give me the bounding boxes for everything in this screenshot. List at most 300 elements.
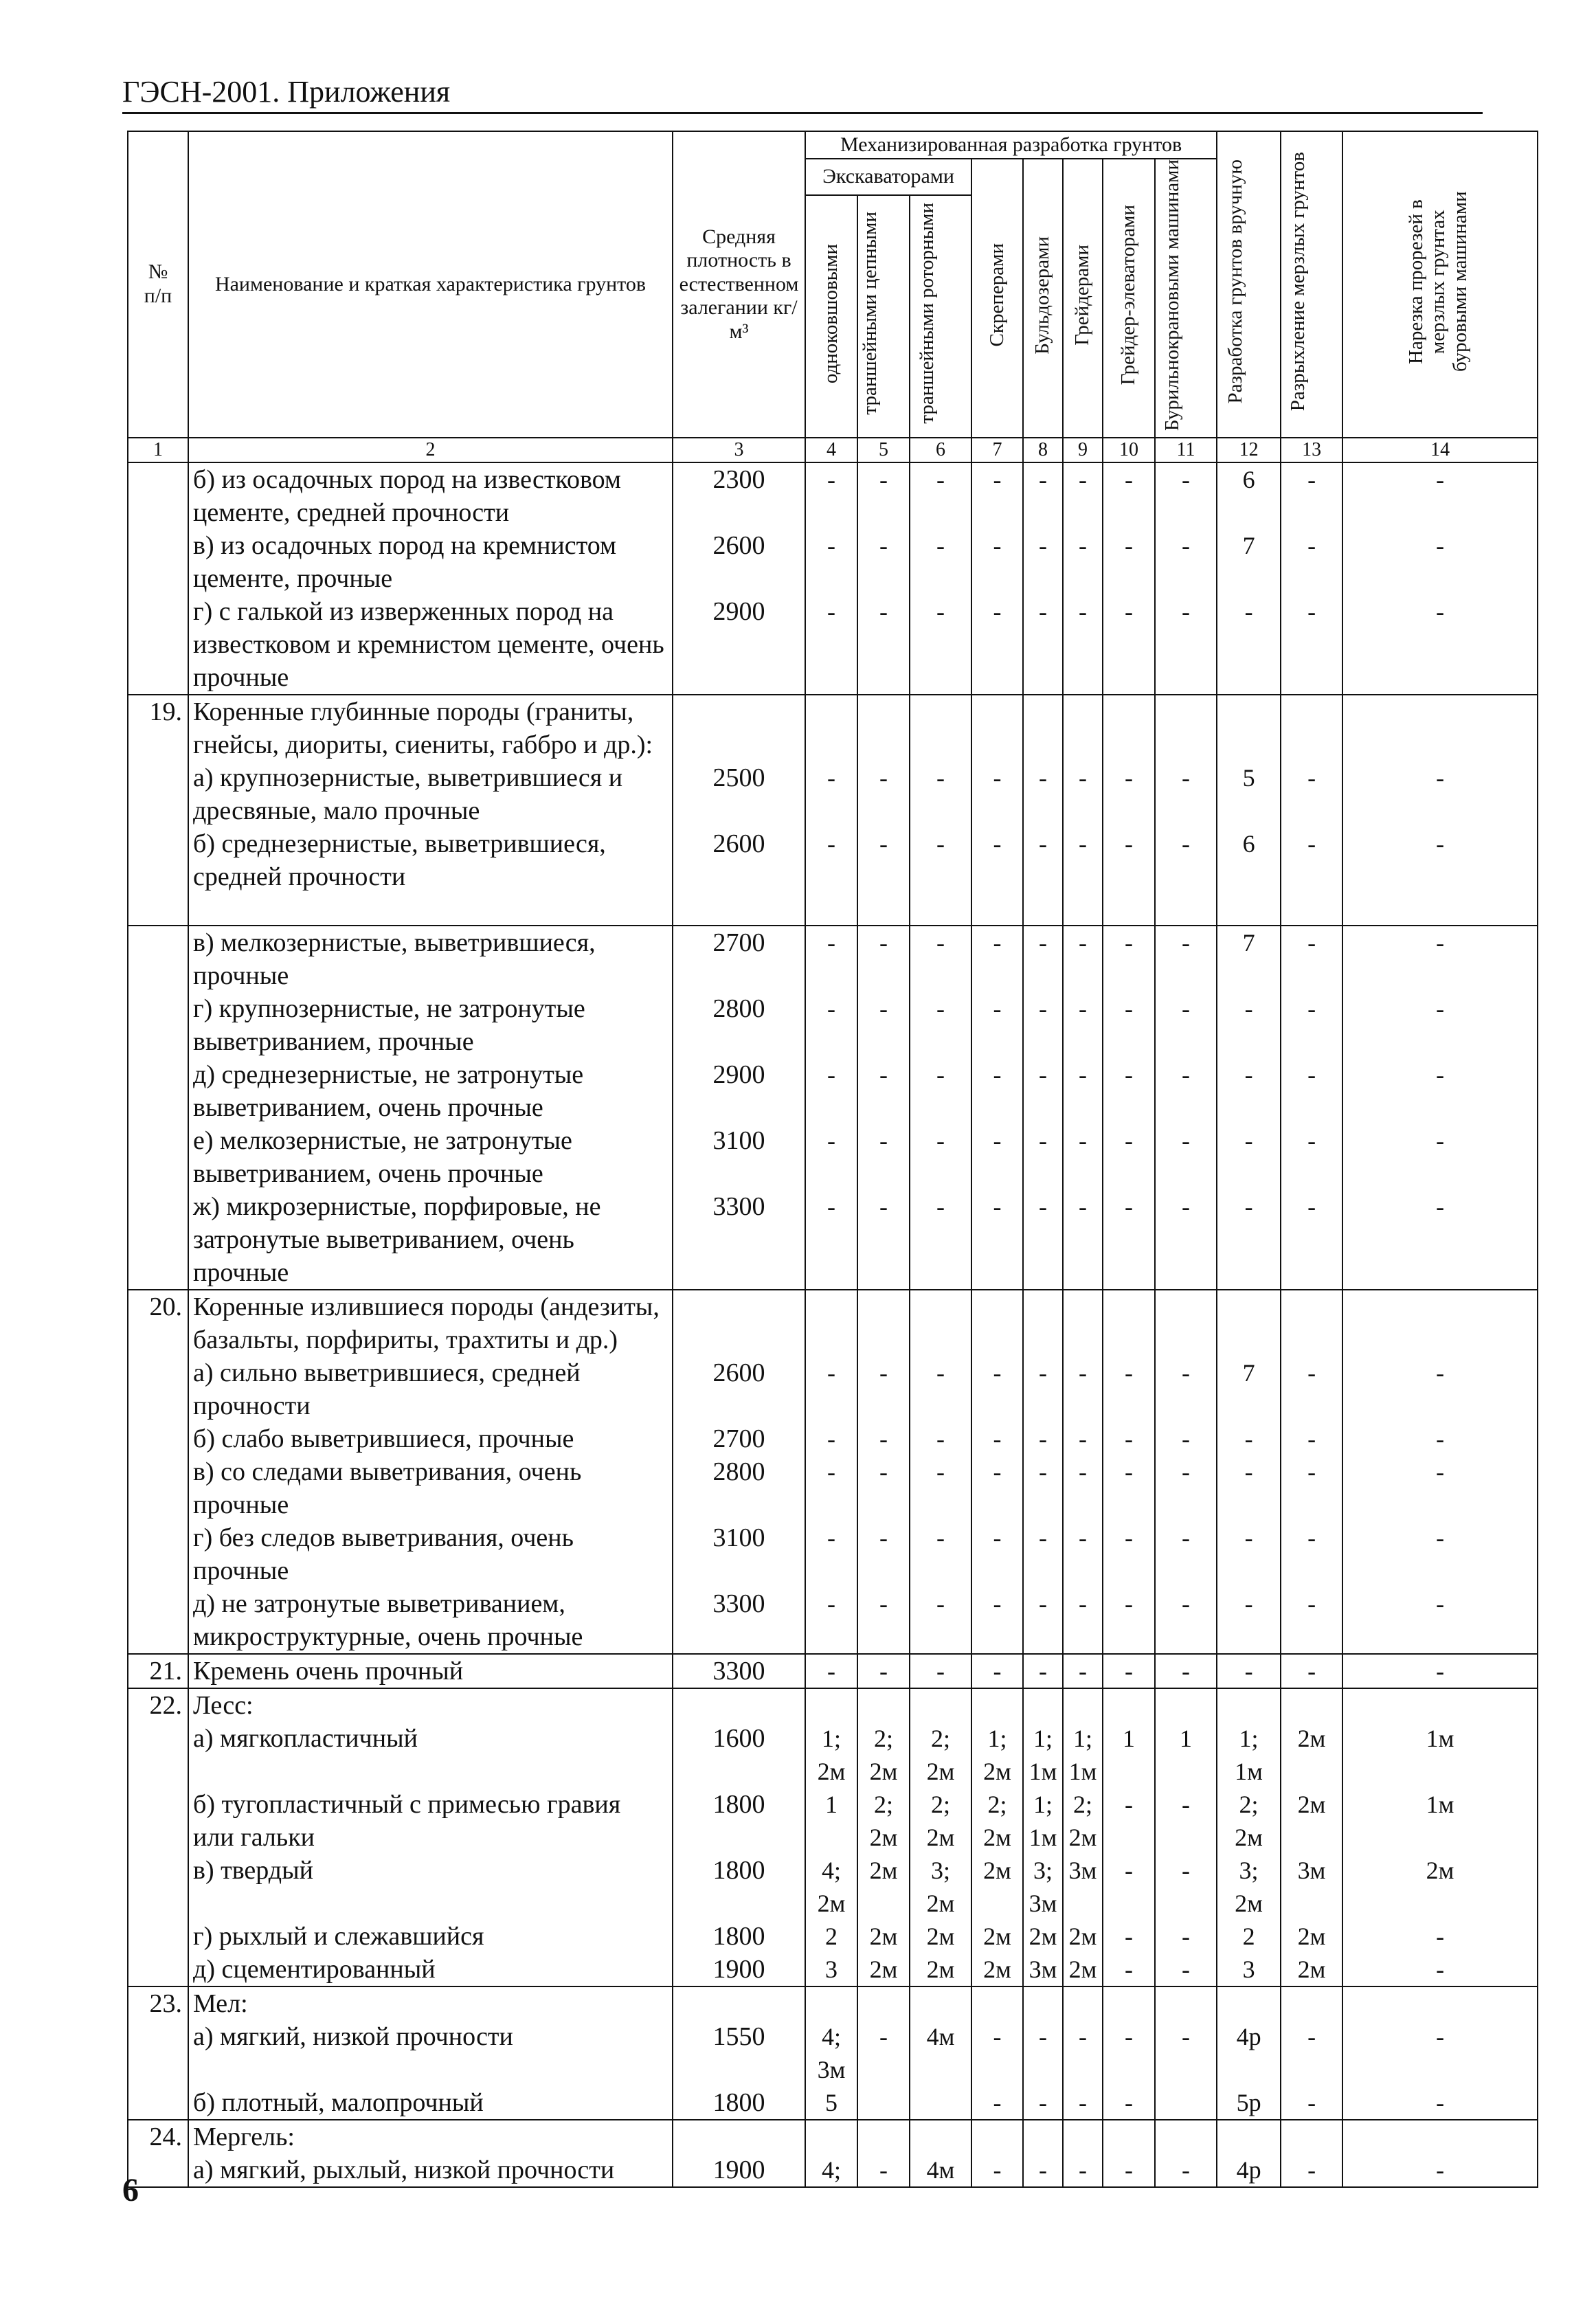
value-cell: - [1063,992,1103,1058]
header-c13-text: Разрыхление мерзлых грунтов [1287,151,1310,412]
soil-density: 1600 [673,1722,805,1788]
value-cell: - [857,2020,910,2086]
value-cell: - [910,462,971,529]
value-cell: - [1063,2153,1103,2187]
value-cell: - [1103,2086,1155,2120]
value-cell: - [1103,1953,1155,1986]
value-cell: 3 [1217,1953,1281,1986]
value-cell: - [1342,1953,1538,1986]
table-row [128,761,1538,827]
value-cell [805,2120,857,2153]
value-cell: - [1217,992,1281,1058]
value-cell [805,893,857,926]
row-number [128,2086,188,2120]
value-cell [805,1290,857,1356]
value-cell: - [1063,761,1103,827]
value-cell [1281,1688,1342,1722]
value-cell: - [805,761,857,827]
value-cell [910,695,971,761]
value-cell: - [971,595,1023,695]
table-row [128,926,1538,992]
value-cell: 1; 2м [971,1722,1023,1788]
table-row [128,695,1538,761]
value-cell [1217,695,1281,761]
value-cell [1103,695,1155,761]
value-cell: - [1155,1058,1217,1124]
value-cell: - [910,1422,971,1455]
value-cell: - [1342,926,1538,992]
column-number: 9 [1063,438,1103,462]
value-cell: - [1023,2086,1063,2120]
row-number [128,1058,188,1124]
value-cell: - [1155,1587,1217,1654]
soil-density: 3300 [673,1654,805,1688]
table-row [128,893,1538,926]
value-cell: - [971,1356,1023,1422]
soil-name [188,893,673,926]
value-cell: - [805,1124,857,1190]
value-cell [971,1688,1023,1722]
value-cell: - [1063,529,1103,595]
value-cell: 2 [1217,1920,1281,1953]
table-row [128,1654,1538,1688]
value-cell: 4м [910,2153,971,2187]
soil-name: д) сцементированный [188,1953,673,1986]
value-cell: - [1023,1124,1063,1190]
soil-density [673,893,805,926]
value-cell [857,1290,910,1356]
value-cell: - [1103,1124,1155,1190]
header-c7 [971,159,1023,438]
value-cell: - [1103,827,1155,893]
value-cell [857,2086,910,2120]
value-cell: - [971,1422,1023,1455]
value-cell: 2м [910,1920,971,1953]
table-row [128,1190,1538,1290]
value-cell: - [910,1521,971,1587]
soil-density: 2500 [673,761,805,827]
soil-density: 2900 [673,1058,805,1124]
value-cell: - [1103,1654,1155,1688]
row-number [128,595,188,695]
value-cell: - [1281,926,1342,992]
header-c8 [1023,159,1063,438]
soil-density: 1550 [673,2020,805,2086]
value-cell: - [971,1521,1023,1587]
value-cell [1155,695,1217,761]
value-cell [1023,893,1063,926]
value-cell: - [1342,1455,1538,1521]
value-cell [857,893,910,926]
soil-density: 1800 [673,1854,805,1920]
table-row [128,2153,1538,2187]
column-number: 7 [971,438,1023,462]
value-cell [857,1986,910,2020]
value-cell [910,1290,971,1356]
value-cell: - [1281,2020,1342,2086]
soil-name: Мергель: [188,2120,673,2153]
value-cell [1217,893,1281,926]
table-row [128,1953,1538,1986]
header-c11-text: Бурильнокрановыми машинами [1161,159,1184,432]
value-cell: - [1103,761,1155,827]
value-cell: - [1023,1654,1063,1688]
column-number: 5 [857,438,910,462]
soil-name: г) крупнозернистые, не затронутые выветриванием, прочные [188,992,673,1058]
value-cell: - [1155,1190,1217,1290]
header-c10-text: Грейдер-элеваторами [1117,205,1140,385]
value-cell: - [910,595,971,695]
value-cell [1281,695,1342,761]
value-cell: - [805,462,857,529]
value-cell: - [1063,1587,1103,1654]
value-cell: 2м [1281,1788,1342,1854]
value-cell: - [1342,1124,1538,1190]
value-cell: - [1103,1587,1155,1654]
soil-density: 1900 [673,2153,805,2187]
value-cell: 1 [1103,1722,1155,1788]
value-cell [805,1986,857,2020]
value-cell: 2; 2м [857,1788,910,1854]
value-cell [971,1290,1023,1356]
value-cell [1023,2120,1063,2153]
value-cell: - [857,992,910,1058]
column-number: 10 [1103,438,1155,462]
value-cell: - [1023,926,1063,992]
value-cell: - [1155,462,1217,529]
value-cell: - [1342,2020,1538,2086]
value-cell: - [1155,1920,1217,1953]
value-cell [1281,1986,1342,2020]
value-cell: - [1023,2153,1063,2187]
column-number: 11 [1155,438,1217,462]
value-cell: - [805,827,857,893]
value-cell: - [1342,1587,1538,1654]
soil-name: е) мелкозернистые, не затронутые выветриванием, очень прочные [188,1124,673,1190]
value-cell: - [910,1058,971,1124]
table-row [128,827,1538,893]
value-cell: - [1281,1058,1342,1124]
value-cell: 3; 2м [1217,1854,1281,1920]
value-cell [971,2120,1023,2153]
soil-name: г) рыхлый и слежавшийся [188,1920,673,1953]
value-cell: - [1342,1422,1538,1455]
value-cell: 1м [1342,1788,1538,1854]
value-cell: - [1023,462,1063,529]
value-cell: - [805,1587,857,1654]
soil-density [673,2120,805,2153]
value-cell: 2м [1063,1920,1103,1953]
value-cell: 1; 1м [1063,1722,1103,1788]
value-cell: 2м [857,1920,910,1953]
value-cell: - [1103,1854,1155,1920]
value-cell: - [1063,1521,1103,1587]
value-cell [805,695,857,761]
value-cell: - [1023,1455,1063,1521]
value-cell: - [1342,761,1538,827]
value-cell [910,1986,971,2020]
row-number: 21. [128,1654,188,1688]
header-c7-text: Скреперами [985,243,1008,347]
header-c4-text: одноковшовыми [820,243,842,383]
value-cell: 6 [1217,827,1281,893]
column-number: 12 [1217,438,1281,462]
value-cell: - [1155,1854,1217,1920]
soil-name: б) из осадочных пород на известковом цементе, средней прочности [188,462,673,529]
page-number: 6 [122,2172,139,2208]
header-c14-text: Нарезка прорезей в мерзлых грунтах буровыми машинами [1405,191,1471,372]
value-cell: - [1063,462,1103,529]
value-cell: - [1342,1654,1538,1688]
value-cell: 2м [910,1953,971,1986]
value-cell: - [1342,2086,1538,2120]
value-cell: - [857,827,910,893]
table-body [128,462,1538,2187]
soil-name: а) сильно выветрившиеся, средней прочности [188,1356,673,1422]
header-c11 [1155,159,1217,438]
soil-name: а) мягкий, низкой прочности [188,2020,673,2086]
value-cell: - [857,1422,910,1455]
soil-density [673,695,805,761]
value-cell: - [1063,1190,1103,1290]
table-row [128,1788,1538,1854]
column-number: 1 [128,438,188,462]
header-c8-text: Бульдозерами [1031,236,1054,355]
value-cell: - [1023,2020,1063,2086]
value-cell [971,1986,1023,2020]
value-cell: - [1103,1788,1155,1854]
value-cell [1342,1986,1538,2020]
soil-density: 2900 [673,595,805,695]
value-cell: 2 [805,1920,857,1953]
value-cell: - [1023,595,1063,695]
value-cell: - [1281,1455,1342,1521]
value-cell: - [1217,1058,1281,1124]
value-cell: - [857,595,910,695]
header-c12 [1217,131,1281,438]
header-c4 [805,195,857,438]
value-cell: - [1023,529,1063,595]
soil-name: б) слабо выветрившиеся, прочные [188,1422,673,1455]
header-c9 [1063,159,1103,438]
value-cell: - [971,2020,1023,2086]
column-number: 6 [910,438,971,462]
table-row [128,595,1538,695]
value-cell [1063,893,1103,926]
value-cell: 5 [1217,761,1281,827]
row-number [128,1587,188,1654]
value-cell: - [1103,1356,1155,1422]
table-row [128,1722,1538,1788]
value-cell: 1; 1м [1023,1788,1063,1854]
value-cell: - [1217,1654,1281,1688]
value-cell: - [1155,529,1217,595]
header-c5 [857,195,910,438]
row-number [128,1455,188,1521]
value-cell [1281,2120,1342,2153]
row-number [128,1422,188,1455]
soil-density: 2700 [673,926,805,992]
value-cell: - [857,1190,910,1290]
soil-name: ж) микрозернистые, порфировые, не затронутые выветриванием, очень прочные [188,1190,673,1290]
value-cell: - [1155,2020,1217,2086]
value-cell: - [805,1654,857,1688]
value-cell: 6 [1217,462,1281,529]
value-cell: - [1281,1521,1342,1587]
value-cell [1342,2120,1538,2153]
header-no-text: № п/п [144,260,172,307]
value-cell: 1м [1342,1722,1538,1788]
value-cell: 2; 2м [1063,1788,1103,1854]
value-cell: - [1281,1190,1342,1290]
soil-density: 1800 [673,2086,805,2120]
soil-density: 2600 [673,827,805,893]
value-cell: - [971,2153,1023,2187]
value-cell: - [857,926,910,992]
header-c10 [1103,159,1155,438]
value-cell: 2м [857,1854,910,1920]
value-cell: - [910,761,971,827]
value-cell: - [1063,1654,1103,1688]
value-cell [1155,1688,1217,1722]
value-cell: - [1103,1521,1155,1587]
soil-name: а) мягкопластичный [188,1722,673,1788]
value-cell [1103,893,1155,926]
value-cell [1103,1688,1155,1722]
header-c12-text: Разработка грунтов вручную [1224,159,1246,404]
value-cell: - [1342,2153,1538,2187]
value-cell: - [910,1654,971,1688]
table-row [128,1587,1538,1654]
value-cell: - [1023,1058,1063,1124]
value-cell: - [1155,1124,1217,1190]
value-cell: - [971,1654,1023,1688]
value-cell: - [1103,1422,1155,1455]
value-cell: - [910,1356,971,1422]
value-cell: - [1155,1422,1217,1455]
value-cell: 7 [1217,1356,1281,1422]
value-cell: - [1103,1455,1155,1521]
value-cell: - [805,1521,857,1587]
value-cell: 3м [1023,1953,1063,1986]
row-number: 20. [128,1290,188,1356]
value-cell: - [1155,2153,1217,2187]
row-number [128,1124,188,1190]
value-cell: - [1063,926,1103,992]
value-cell: - [1217,1124,1281,1190]
value-cell [805,1688,857,1722]
soil-density: 2800 [673,992,805,1058]
value-cell: 1; 1м [1217,1722,1281,1788]
row-number: 24. [128,2120,188,2153]
value-cell [1217,1986,1281,2020]
row-number [128,926,188,992]
value-cell: - [971,827,1023,893]
table-row [128,2020,1538,2086]
value-cell: - [1342,992,1538,1058]
header-name: Наименование и краткая характеристика грунтов [188,131,673,438]
value-cell: - [805,1422,857,1455]
soil-name: в) твердый [188,1854,673,1920]
value-cell: - [805,1356,857,1422]
value-cell: - [910,1587,971,1654]
header-excavators: Экскаваторами [805,159,971,195]
table-row [128,1356,1538,1422]
value-cell: 4; [805,2153,857,2187]
value-cell: - [1155,1654,1217,1688]
soil-density: 1900 [673,1953,805,1986]
value-cell [1155,893,1217,926]
value-cell: 7 [1217,926,1281,992]
row-number [128,761,188,827]
value-cell: - [1023,761,1063,827]
value-cell: - [1281,595,1342,695]
value-cell: 3; 3м [1023,1854,1063,1920]
value-cell: - [910,926,971,992]
value-cell: - [1103,926,1155,992]
value-cell: 2м [1281,1722,1342,1788]
value-cell: - [857,1124,910,1190]
value-cell: 4м [910,2020,971,2086]
soil-density: 3100 [673,1521,805,1587]
header-mechanized: Механизированная разработка грунтов [805,131,1217,159]
value-cell: - [805,529,857,595]
row-number [128,1190,188,1290]
soil-density: 2800 [673,1455,805,1521]
row-number [128,1953,188,1986]
value-cell: - [1063,2086,1103,2120]
soil-classification-table [127,131,1538,2188]
value-cell: - [1217,1455,1281,1521]
value-cell: 7 [1217,529,1281,595]
value-cell: - [1103,1190,1155,1290]
value-cell: 2м [1023,1920,1063,1953]
table-row [128,1854,1538,1920]
value-cell: - [1281,1587,1342,1654]
value-cell: - [971,1190,1023,1290]
value-cell [1281,893,1342,926]
soil-density: 2300 [673,462,805,529]
soil-density: 3300 [673,1190,805,1290]
table-row [128,1455,1538,1521]
value-cell: - [910,1190,971,1290]
value-cell: - [1103,1920,1155,1953]
value-cell: - [1023,1521,1063,1587]
value-cell: - [1342,1356,1538,1422]
value-cell: - [1103,462,1155,529]
value-cell: - [1023,1190,1063,1290]
row-number [128,1356,188,1422]
table-row [128,1124,1538,1190]
header-c13 [1281,131,1342,438]
value-cell: 2м [971,1920,1023,1953]
value-cell: - [1103,992,1155,1058]
value-cell: - [805,595,857,695]
value-cell: 3 [805,1953,857,1986]
soil-name: б) плотный, малопрочный [188,2086,673,2120]
table-row [128,1920,1538,1953]
row-number: 23. [128,1986,188,2020]
row-number [128,1920,188,1953]
header-c5-text: траншейными цепными [859,212,881,415]
soil-density: 3300 [673,1587,805,1654]
value-cell: - [857,1356,910,1422]
value-cell [1342,695,1538,761]
row-number [128,1854,188,1920]
soil-name: Кремень очень прочный [188,1654,673,1688]
value-cell [910,2086,971,2120]
value-cell: 2м [971,1953,1023,1986]
